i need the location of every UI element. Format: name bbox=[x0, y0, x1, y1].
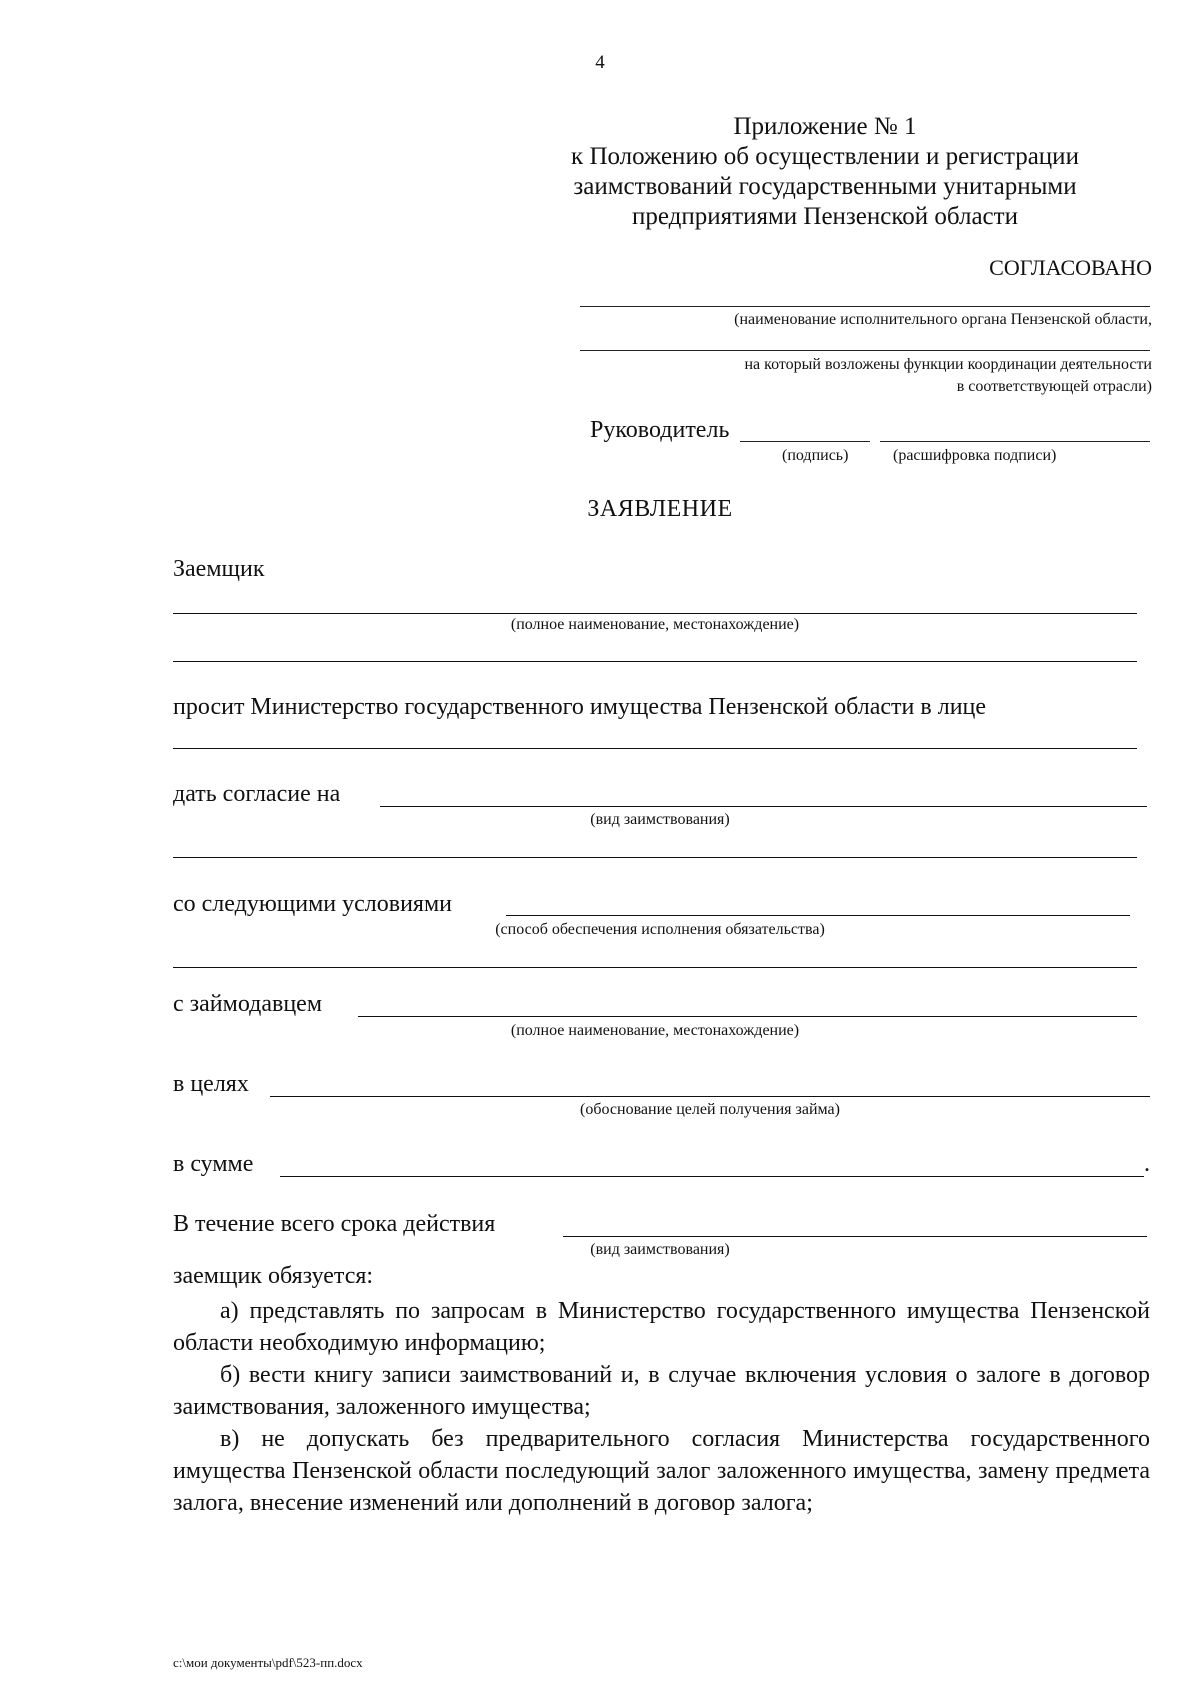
consent-line-2 bbox=[173, 857, 1137, 858]
agency-name-line-2 bbox=[580, 350, 1150, 351]
obligation-a: а) представлять по запросам в Министерство государственного имущества Пензенской области необходимую информацию; bbox=[173, 1298, 1150, 1356]
borrower-name-line-2 bbox=[173, 661, 1137, 662]
consent-caption: (вид заимствования) bbox=[590, 811, 730, 828]
appendix-line-3: заимствований государственными унитарными bbox=[573, 173, 1077, 200]
conditions-caption: (способ обеспечения исполнения обязательства) bbox=[495, 921, 825, 938]
borrower-name-line bbox=[173, 613, 1137, 614]
agency-caption-3: в соответствующей отрасли) bbox=[956, 378, 1152, 395]
borrower-label: Заемщик bbox=[173, 556, 265, 582]
file-path-footer: c:\мои документы\pdf\523-пп.docx bbox=[173, 1655, 363, 1670]
obligations-intro: заемщик обязуется: bbox=[173, 1263, 374, 1289]
agreed-heading: СОГЛАСОВАНО bbox=[989, 255, 1152, 280]
term-caption: (вид заимствования) bbox=[590, 1241, 730, 1258]
lender-caption: (полное наименование, местонахождение) bbox=[510, 1022, 800, 1039]
agency-name-line-1 bbox=[580, 306, 1150, 307]
signature-line bbox=[740, 441, 870, 442]
agency-caption-2: на который возложены функции координации деятельности bbox=[744, 356, 1152, 373]
decoding-caption: (расшифровка подписи) bbox=[893, 447, 1057, 464]
amount-period: . bbox=[1144, 1151, 1150, 1177]
appendix-line-2: к Положению об осуществлении и регистрации bbox=[571, 143, 1079, 170]
representative-line bbox=[173, 748, 1137, 749]
conditions-label: со следующими условиями bbox=[173, 891, 452, 917]
decoding-line bbox=[880, 441, 1150, 442]
obligation-c: в) не допускать без предварительного согласия Министерства государственного имущества Пензенской области последующий залог заложенного имущества, замену предмета залога, внесение изменений или дополнений в договор залога; bbox=[173, 1426, 1150, 1516]
purpose-line bbox=[270, 1096, 1150, 1097]
signature-caption: (подпись) bbox=[782, 447, 849, 464]
term-label: В течение всего срока действия bbox=[173, 1211, 496, 1237]
borrower-caption: (полное наименование, местонахождение) bbox=[510, 616, 800, 633]
consent-line bbox=[380, 806, 1147, 807]
purpose-caption: (обоснование целей получения займа) bbox=[580, 1101, 840, 1118]
obligation-b: б) вести книгу записи заимствований и, в случае включения условия о залоге в договор заимствования, заложенного имущества; bbox=[173, 1362, 1150, 1420]
document-title: ЗАЯВЛЕНИЕ bbox=[587, 496, 733, 522]
lender-line bbox=[358, 1016, 1137, 1017]
purpose-label: в целях bbox=[173, 1071, 249, 1097]
agency-caption-block bbox=[744, 354, 1152, 398]
head-label: Руководитель bbox=[590, 417, 730, 443]
conditions-line bbox=[506, 915, 1130, 916]
page-number: 4 bbox=[595, 52, 605, 73]
amount-line bbox=[280, 1176, 1144, 1177]
term-line bbox=[563, 1236, 1147, 1237]
amount-label: в сумме bbox=[173, 1151, 254, 1177]
appendix-line-4: предприятиями Пензенской области bbox=[632, 203, 1018, 230]
agency-caption-1: (наименование исполнительного органа Пензенской области, bbox=[734, 311, 1152, 328]
appendix-header bbox=[500, 112, 1150, 232]
consent-label: дать согласие на bbox=[173, 781, 341, 807]
appendix-line-1: Приложение № 1 bbox=[733, 113, 917, 140]
asks-text: просит Министерство государственного имущества Пензенской области в лице bbox=[173, 694, 987, 720]
conditions-line-2 bbox=[173, 967, 1137, 968]
lender-label: с займодавцем bbox=[173, 991, 323, 1017]
